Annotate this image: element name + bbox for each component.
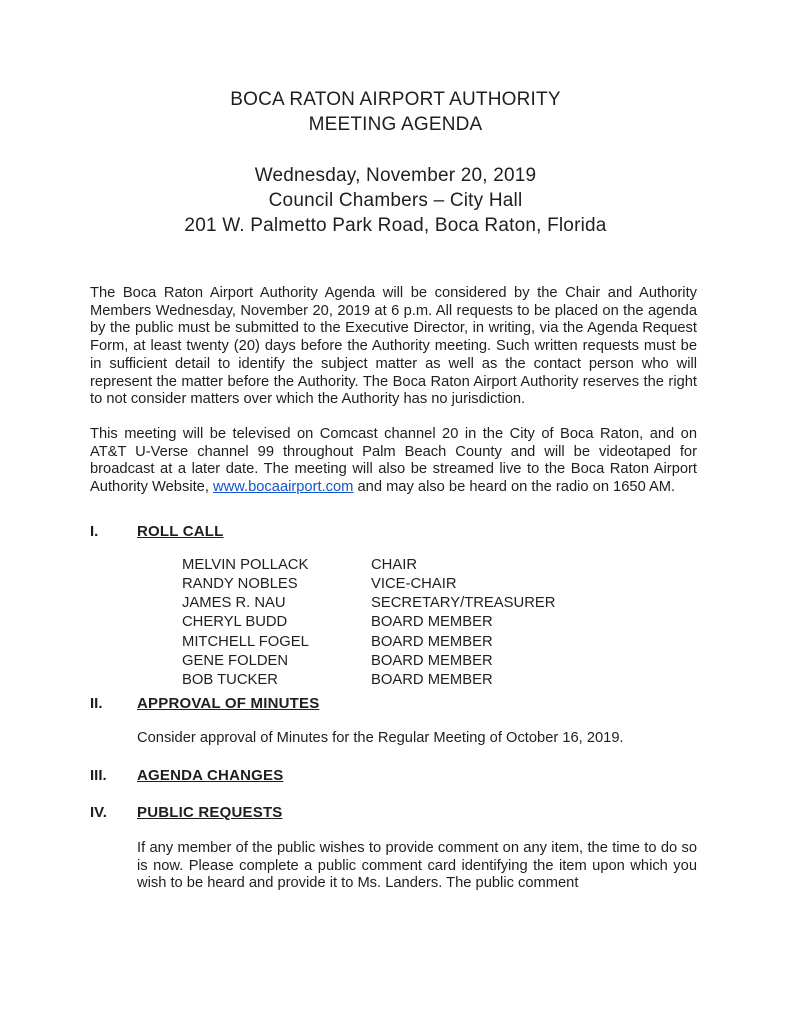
section-roll-call: [90, 522, 697, 690]
section-public-requests: [90, 803, 697, 893]
roll-call-list: [182, 556, 697, 690]
member-name: JAMES R. NAU: [182, 595, 286, 612]
broadcast-text-after-link: and may also be heard on the radio on 1650 AM.: [353, 479, 676, 496]
section-approval-of-minutes: [90, 694, 697, 748]
roll-call-row: [182, 633, 697, 652]
roll-call-row: [182, 594, 697, 613]
approval-of-minutes-text: Consider approval of Minutes for the Regular Meeting of October 16, 2019.: [137, 730, 624, 747]
section-heading-public-requests: PUBLIC REQUESTS: [137, 803, 283, 821]
member-role: SECRETARY/TREASURER: [371, 595, 556, 612]
section-heading-row: [90, 522, 697, 541]
roll-call-row: [182, 652, 697, 671]
website-link[interactable]: www.bocaairport.com: [213, 479, 354, 496]
meeting-info: [0, 163, 791, 238]
title-line-2: MEETING AGENDA: [308, 114, 483, 135]
section-numeral: IV.: [90, 803, 107, 821]
roll-call-row: [182, 613, 697, 632]
roll-call-row: [182, 671, 697, 690]
section-heading-approval-of-minutes: APPROVAL OF MINUTES: [137, 695, 320, 713]
member-role: BOARD MEMBER: [371, 633, 493, 650]
member-name: GENE FOLDEN: [182, 652, 289, 669]
section-heading-row: [90, 766, 697, 785]
broadcast-paragraph: [90, 426, 697, 497]
document-body: [90, 285, 697, 893]
title-line-1: BOCA RATON AIRPORT AUTHORITY: [230, 89, 561, 110]
member-role: BOARD MEMBER: [371, 652, 493, 669]
intro-paragraph: The Boca Raton Airport Authority Agenda will be considered by the Chair and Authority Members Wednesday, November 20, 2019 at 6 p.m. All requests to be placed on the agenda by the public must be submitted to the Executive Director, in writing, via the Agenda Request Form, at least twenty (20) days before the Authority meeting. Such written requests must be in sufficient detail to identify the subject matter as well as the contact person who will represent the matter before the Authority. The Boca Raton Airport Authority reserves the right to not consider matters over which the Authority has no jurisdiction.: [90, 285, 697, 408]
document-header: [0, 0, 791, 238]
broadcast-text-before-link: This meeting will be televised on Comcast channel 20 in the City of Boca Raton, and on AT&T U-Verse channel 99 throughout Palm Beach County and will be videotaped for broadcast at a later date. The meeting will also be streamed live to the Boca Raton Airport Authority Website,: [90, 425, 697, 496]
section-numeral: II.: [90, 695, 103, 713]
member-role: VICE-CHAIR: [371, 575, 457, 592]
member-name: RANDY NOBLES: [182, 575, 298, 592]
section-agenda-changes: [90, 766, 697, 785]
roll-call-row: [182, 556, 697, 575]
section-heading-roll-call: ROLL CALL: [137, 522, 224, 540]
member-name: MITCHELL FOGEL: [182, 633, 309, 650]
meeting-venue: Council Chambers – City Hall: [268, 190, 523, 211]
meeting-address: 201 W. Palmetto Park Road, Boca Raton, Florida: [184, 215, 607, 236]
member-name: BOB TUCKER: [182, 671, 278, 688]
member-name: MELVIN POLLACK: [182, 556, 309, 573]
meeting-date: Wednesday, November 20, 2019: [254, 165, 537, 186]
section-numeral: III.: [90, 766, 107, 784]
section-heading-row: [90, 803, 697, 822]
section-numeral: I.: [90, 522, 99, 540]
member-role: BOARD MEMBER: [371, 614, 493, 631]
section-heading-agenda-changes: AGENDA CHANGES: [137, 766, 284, 784]
member-name: CHERYL BUDD: [182, 614, 288, 631]
document-title: [0, 87, 791, 137]
member-role: BOARD MEMBER: [371, 671, 493, 688]
member-role: CHAIR: [371, 556, 418, 573]
public-requests-text: If any member of the public wishes to provide comment on any item, the time to do so is now. Please complete a public comment card identifying the item upon which you wish to be heard and provide it to Ms. Landers. The public comment: [137, 839, 697, 892]
section-heading-row: [90, 694, 697, 713]
roll-call-row: [182, 575, 697, 594]
